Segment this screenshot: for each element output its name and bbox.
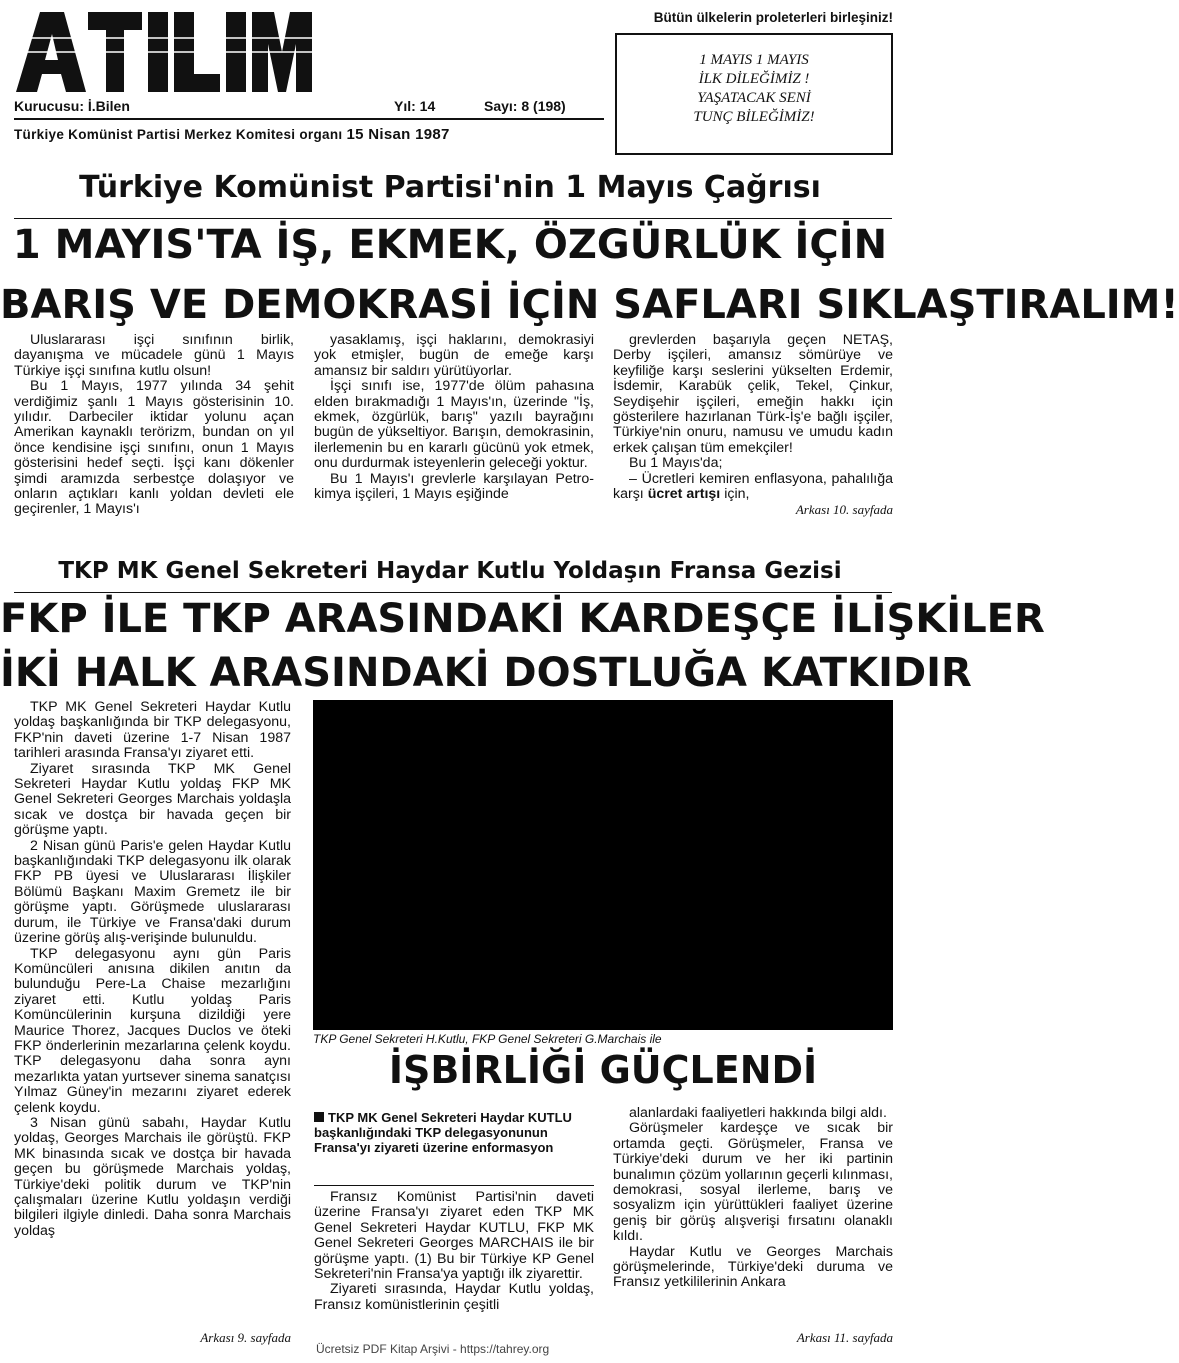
text-run: – Ücretleri kemiren enflasyona, pahalılığa karşı [613,470,893,503]
watermark: Ücretsiz PDF Kitap Arşivi - https://tahrey.org [316,1342,550,1356]
article1-headline-1: 1 MAYIS'TA İŞ, EKMEK, ÖZGÜRLÜK İÇİN [12,222,888,268]
lead-text: TKP MK Genel Sekreteri Haydar KUTLU başkanlığındaki TKP delegasyonunun Fransa'yı ziyareti üzerine enformasyon [314,1110,572,1155]
paragraph: İşçi sınıfı ise, 1977'de ölüm pahasına elden bırakmadığı 1 Mayıs'ın, üzerinde "İş, ekmek, özgürlük, barış" yazılı bayrağını bugün de yükseltiyor. Barışın, demokrasinin, ilerlemenin bu en kararlı gücünü yok etmek, onu durdurmak isteyenlerin geleceği yoktur. [314,378,594,472]
photo-caption: TKP Genel Sekreteri H.Kutlu, FKP Genel Sekreteri G.Marchais ile [313,1032,662,1046]
year: Yıl: 14 [394,98,436,114]
masthead-info [14,98,604,114]
article2-continued-wrap [14,1330,291,1345]
organ-text: Türkiye Komünist Partisi Merkez Komitesi organı [14,127,343,142]
article1-column-1 [14,333,294,518]
text-run: için, [724,486,750,503]
paragraph: Görüşmeler kardeşçe ve sıcak bir ortamda geçti. Görüşmeler, Fransa ve Türkiye'deki durum ve her iki partinin bunalımın çözüm yollarının geçerli kılınması, demokrasi, sosyal ilerleme, barış ve sosyalizm için yürüttükleri faaliyet üzerine geniş bir görüş alışverişi fırsatını olanaklı kıldı. [613,1120,893,1245]
paragraph: TKP MK Genel Sekreteri Haydar Kutlu yoldaş başkanlığında bir TKP delegasyonu, FKP'nin daveti üzerine 1-7 Nisan 1987 tarihleri arasında Fransa'yı ziyaret etti. [14,699,291,762]
issue: Sayı: 8 (198) [484,98,566,114]
poem-box [615,33,893,155]
masthead-organ [14,126,604,143]
paragraph: Fransız Komünist Partisi'nin daveti üzerine Fransa'yı ziyaret eden TKP MK Genel Sekreteri Haydar KUTLU, FKP MK Genel Sekreteri Georges MARCHAIS ile bir görüşme yaptı. (1) Bu bir Türkiye KP Genel Sekreteri'nin Fransa'ya yaptığı ilk ziyarettir. [314,1189,594,1283]
paragraph: 3 Nisan günü sabahı, Haydar Kutlu yoldaş, Georges Marchais ile görüştü. FKP MK binasında sıcak ve dostça bir havada geçen bu görüşmede Marchais yoldaş, Türkiye'deki politik durum ve TKP'nin çalışmaları üzerine Kutlu yoldaşın verdiği bilgileri ilgiyle dinledi. Daha sonra Marchais yoldaş [14,1114,291,1239]
article2-column-1 [14,700,291,1239]
atilim-logo [14,8,314,94]
article1-column-3 [613,333,893,518]
article2-headline-1: FKP İLE TKP ARASINDAKİ KARDEŞÇE İLİŞKİLER [0,596,1045,642]
poem-line: İLK DİLEĞİMİZ ! [698,71,810,87]
continued-note: Arkası 10. sayfada [795,502,893,518]
paragraph: Bu 1 Mayıs'ı grevlerle karşılayan Petro-kimya işçileri, 1 Mayıs eşiğinde [314,470,594,503]
paragraph: Uluslararası işçi sınıfının birlik, dayanışma ve mücadele günü 1 Mayıs Türkiye işçi sınıfına kutlu olsun! [14,332,294,379]
article3-headline: İŞBİRLİĞİ GÜÇLENDİ [388,1048,818,1092]
paragraph: TKP delegasyonu aynı gün Paris Komüncüleri anısına dikilen anıtın da bulunduğu Pere-La Chaise mezarlığını ziyaret etti. Kutlu yoldaş Paris Komüncülerinin kurşuna dizildiği yere Maurice Thorez, Jacques Duclos ve öteki FKP önderlerinin mezarlarına çelenk koydu. TKP delegasyonu daha sonra aynı mezarlıkta yatan yurtsever sinema sanatçısı Yılmaz Güney'in mezarını ziyaret ederek çelenk koydu. [14,945,291,1116]
paragraph: 2 Nisan günü Paris'e gelen Haydar Kutlu başkanlığındaki TKP delegasyonu ilk olarak FKP PB üyesi ve Uluslararası İlişkiler Bölümü Başkanı Maxim Gremetz ile bir görüşme yaptı. Görüşmede uluslararası durum, ile Türkiye ve Fransa'daki durum üzerine görüş alış-verişinde bulunuldu. [14,837,291,947]
article3-lead [314,1110,594,1155]
slogan: Bütün ülkelerin proleterleri birleşiniz! [653,10,893,25]
continued-note: Arkası 9. sayfada [200,1330,291,1345]
paragraph: Bu 1 Mayıs'da; [629,455,723,472]
photo [313,700,893,1030]
bullet-square-icon [314,1112,324,1122]
paragraph: yasaklamış, işçi haklarını, demokrasiyi yok etmişler, bugün de emeğe karşı amansız bir saldırı yürütüyorlar. [314,332,594,379]
continued-note: Arkası 11. sayfada [796,1330,893,1345]
divider [314,1185,594,1186]
founder: Kurucusu: İ.Bilen [14,98,130,114]
poem-line: YAŞATACAK SENİ [697,90,811,106]
paragraph: Haydar Kutlu ve Georges Marchais görüşmelerinde, Türkiye'deki duruma ve Fransız yetkililerinin Ankara [613,1243,893,1291]
article2-kicker: TKP MK Genel Sekreteri Haydar Kutlu Yoldaşın Fransa Gezisi [58,558,842,584]
article1-kicker: Türkiye Komünist Partisi'nin 1 Mayıs Çağrısı [79,170,821,205]
article3-column-2 [613,1106,893,1291]
article2-headline-2: İKİ HALK ARASINDAKİ DOSTLUĞA KATKIDIR [0,650,972,696]
masthead-rule [14,118,604,120]
paragraph: Bu 1 Mayıs, 1977 yılında 34 şehit verdiğimiz şanlı 1 Mayıs gösterisinin 10. yılıdır. Darbeciler iktidar yolunu açan Amerikan kaynaklı terörizm, bundan on yıl önce kendisine işçi sınıfını, onun 1 Mayıs gösterisini hedef seçti. İşçi kanı dökenler şimdi aramızda serbestçe dolaşıyor ve onların açtıkları kanlı yoldan devleti ele geçirenler, 1 Mayıs'ı [14,378,294,518]
article3-column-1 [314,1190,594,1313]
paragraph [613,472,893,503]
paragraph: Ziyaret sırasında TKP MK Genel Sekreteri Haydar Kutlu yoldaş FKP MK Genel Sekreteri Georges Marchais yoldaşla sıcak ve dostça bir havada geçen bir görüşme yaptı. [14,760,291,839]
divider [14,218,892,219]
article1-headline-2: BARIŞ VE DEMOKRASİ İÇİN SAFLARI SIKLAŞTIRALIM! [0,282,1179,328]
bold-run: ücret artışı [647,486,721,503]
article1-column-2 [314,333,594,502]
issue-date: 15 Nisan 1987 [346,126,450,143]
paragraph: alanlardaki faaliyetleri hakkında bilgi aldı. [629,1105,887,1121]
paragraph: grevlerden başarıyla geçen NETAŞ, Derby işçileri, amansız sömürüye ve keyfiliğe karşı seslerini yükselten Erdemir, İsdemir, Karabük çelik, Tekel, Çinkur, Seydişehir işçileri, emeğin hakkı için gösterilere hazırlanan Türk-İş'e bağlı işçiler, Türkiye'nin onuru, namusu ve umudu kadın erkek çalışan tüm emekçiler! [613,332,893,456]
poem-line: TUNÇ BİLEĞİMİZ! [693,109,815,125]
paragraph: Ziyareti sırasında, Haydar Kutlu yoldaş, Fransız komünistlerinin çeşitli [314,1281,594,1313]
article3-continued-wrap [613,1330,893,1345]
poem-line: 1 MAYIS 1 MAYIS [699,52,809,68]
divider [14,592,892,593]
